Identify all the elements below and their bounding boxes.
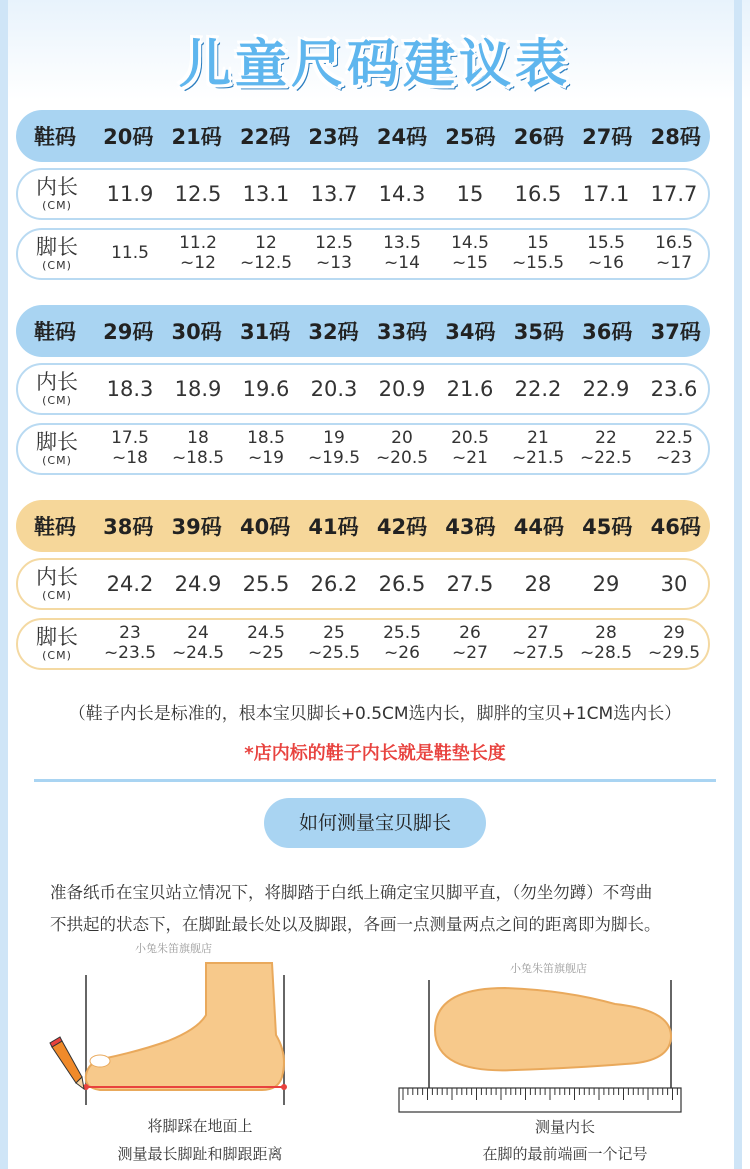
foot-label-text: 脚长 (36, 235, 78, 259)
size-cell: 32码 (308, 320, 359, 344)
size-cell: 38码 (103, 515, 154, 539)
inner-length-cell: 15 (456, 182, 484, 206)
foot-length-to: ~15.5 (511, 253, 565, 273)
foot-icon (86, 963, 284, 1090)
size-cell: 24码 (376, 125, 428, 149)
inner-length-cell: 26.5 (378, 572, 426, 596)
foot-length-from: 25.5 (383, 623, 421, 644)
foot-length-from: 22.5 (655, 428, 693, 449)
size-cell: 41码 (308, 515, 359, 539)
foot-length-from: 25 (323, 623, 345, 644)
foot-length-from: 27 (527, 623, 549, 644)
inner-length-label (18, 567, 96, 601)
inner-length-row (16, 558, 710, 610)
inner-length-row (16, 363, 710, 415)
foot-length-cell (96, 244, 164, 264)
unit-text: (CM) (42, 589, 72, 602)
foot-length-to: ~19 (248, 448, 284, 468)
inner-length-cell: 30 (660, 572, 688, 596)
foot-length-to: ~20.5 (375, 448, 429, 468)
foot-length-from: 23 (119, 623, 141, 644)
foot-length-from: 21 (527, 428, 549, 449)
inner-length-cell: 12.5 (174, 182, 222, 206)
foot-length-label (18, 627, 96, 661)
foot-length-to: ~26 (384, 643, 420, 663)
inner-length-cell: 27.5 (446, 572, 494, 596)
size-cell: 44码 (513, 515, 564, 539)
foot-length-cell (232, 429, 300, 468)
size-cell: 31码 (239, 320, 291, 344)
foot-length-to: ~27 (452, 643, 488, 663)
size-cell: 35码 (513, 320, 564, 344)
inner-length-cell: 19.6 (242, 377, 290, 401)
foot-length-cell (572, 429, 640, 468)
size-cell: 39码 (171, 515, 222, 539)
inner-length-cell: 22.9 (582, 377, 630, 401)
measure-section-title: 如何测量宝贝脚长 (264, 798, 486, 848)
foot-length-to: ~21.5 (511, 448, 565, 468)
foot-length-to: ~25.5 (307, 643, 361, 663)
inner-length-cell: 20.3 (310, 377, 358, 401)
foot-length-from: 19 (323, 428, 345, 449)
inner-length-cell: 21.6 (446, 377, 494, 401)
foot-length-cell (368, 429, 436, 468)
foot-length-to: ~16 (588, 253, 624, 273)
foot-length-cell (96, 624, 164, 663)
size-header-row (16, 500, 710, 552)
foot-length-from: 13.5 (383, 233, 421, 254)
foot-length-label (18, 237, 96, 271)
page-title: 儿童尺码建议表 (178, 35, 571, 95)
insole-note: *店内标的鞋子内长就是鞋垫长度 (244, 743, 506, 764)
foot-length-cell (300, 429, 368, 468)
sizing-note: （鞋子内长是标准的，根本宝贝脚长+0.5CM选内长，脚胖的宝贝+1CM选内长） (68, 704, 682, 724)
foot-length-to: ~25 (248, 643, 284, 663)
size-cell: 42码 (376, 515, 428, 539)
foot-length-from: 29 (663, 623, 685, 644)
instruction-line-1: 准备纸币在宝贝站立情况下，将脚踏于白纸上确定宝贝脚平直，（勿坐勿蹲）不弯曲 (50, 883, 653, 902)
size-cell: 43码 (445, 515, 496, 539)
insole-measure-illustration (395, 970, 685, 1120)
inner-length-cell: 17.1 (582, 182, 630, 206)
size-cell: 23码 (308, 125, 359, 149)
foot-label-text: 脚长 (36, 430, 78, 454)
foot-length-from: 11.2 (179, 233, 217, 254)
foot-length-from: 11.5 (111, 243, 149, 264)
foot-length-cell (572, 234, 640, 273)
size-cell: 25码 (445, 125, 496, 149)
inner-length-cell: 29 (592, 572, 620, 596)
inner-length-cell: 17.7 (650, 182, 698, 206)
foot-length-from: 12.5 (315, 233, 353, 254)
foot-length-cell (300, 234, 368, 273)
foot-length-cell (164, 624, 232, 663)
size-cell: 22码 (239, 125, 291, 149)
foot-length-cell (504, 624, 572, 663)
foot-length-to: ~18.5 (171, 448, 225, 468)
unit-text: (CM) (42, 454, 72, 467)
inner-length-cell: 23.6 (650, 377, 698, 401)
size-cell: 33码 (376, 320, 428, 344)
heel-point-icon (281, 1084, 287, 1090)
size-cell: 45码 (582, 515, 633, 539)
foot-length-from: 20.5 (451, 428, 489, 449)
size-cell: 46码 (650, 515, 701, 539)
inner-length-cell: 24.9 (174, 572, 222, 596)
foot-length-row (16, 228, 710, 280)
watermark-right: 小兔朱笛旗舰店 (510, 962, 587, 975)
foot-length-cell (368, 624, 436, 663)
foot-length-from: 15 (527, 233, 549, 254)
foot-length-from: 24 (187, 623, 209, 644)
unit-text: (CM) (42, 199, 72, 212)
caption-right-1: 测量内长 (534, 1118, 595, 1136)
foot-length-to: ~17 (656, 253, 692, 273)
size-header-row (16, 110, 710, 162)
foot-length-to: ~18 (112, 448, 148, 468)
insole-icon (435, 988, 671, 1070)
foot-length-from: 26 (459, 623, 481, 644)
measure-instructions (50, 877, 710, 941)
size-label: 鞋码 (34, 320, 76, 344)
inner-length-cell: 11.9 (106, 182, 154, 206)
foot-length-from: 16.5 (655, 233, 693, 254)
inner-length-cell: 13.1 (242, 182, 290, 206)
foot-length-from: 20 (391, 428, 413, 449)
size-cell: 36码 (582, 320, 633, 344)
size-cell: 27码 (582, 125, 633, 149)
size-cell: 21码 (171, 125, 222, 149)
foot-label-text: 脚长 (36, 625, 78, 649)
foot-length-cell (640, 234, 708, 273)
foot-length-to: ~14 (384, 253, 420, 273)
unit-text: (CM) (42, 649, 72, 662)
inner-length-row (16, 168, 710, 220)
foot-length-cell (436, 234, 504, 273)
foot-length-to: ~12.5 (239, 253, 293, 273)
foot-length-cell (640, 624, 708, 663)
foot-length-cell (164, 234, 232, 273)
foot-length-to: ~24.5 (171, 643, 225, 663)
inner-length-cell: 20.9 (378, 377, 426, 401)
inner-length-cell: 18.9 (174, 377, 222, 401)
foot-measure-illustration (40, 955, 330, 1110)
foot-length-label (18, 432, 96, 466)
inner-length-cell: 13.7 (310, 182, 358, 206)
foot-length-to: ~22.5 (579, 448, 633, 468)
instruction-line-2: 不拱起的状态下，在脚趾最长处以及脚跟，各画一点测量两点之间的距离即为脚长。 (50, 915, 661, 934)
unit-text: (CM) (42, 259, 72, 272)
inner-label-text: 内长 (36, 565, 78, 589)
foot-length-cell (504, 234, 572, 273)
inner-length-cell: 16.5 (514, 182, 562, 206)
size-cell: 26码 (513, 125, 564, 149)
foot-length-cell (504, 429, 572, 468)
size-label: 鞋码 (34, 515, 76, 539)
size-cell: 28码 (650, 125, 701, 149)
foot-length-from: 15.5 (587, 233, 625, 254)
foot-length-to: ~23.5 (103, 643, 157, 663)
foot-length-from: 22 (595, 428, 617, 449)
inner-length-cell: 26.2 (310, 572, 358, 596)
foot-length-from: 18 (187, 428, 209, 449)
inner-length-cell: 22.2 (514, 377, 562, 401)
foot-length-to: ~13 (316, 253, 352, 273)
foot-length-cell (96, 429, 164, 468)
inner-length-label (18, 177, 96, 211)
size-label: 鞋码 (34, 125, 76, 149)
foot-length-from: 14.5 (451, 233, 489, 254)
inner-length-cell: 25.5 (242, 572, 290, 596)
foot-length-cell (436, 429, 504, 468)
unit-text: (CM) (42, 394, 72, 407)
inner-length-cell: 14.3 (378, 182, 426, 206)
foot-length-to: ~15 (452, 253, 488, 273)
caption-left-1: 将脚踩在地面上 (147, 1117, 253, 1135)
foot-length-to: ~29.5 (647, 643, 701, 663)
watermark-left: 小兔朱笛旗舰店 (135, 942, 212, 955)
foot-length-to: ~27.5 (511, 643, 565, 663)
foot-length-cell (436, 624, 504, 663)
pencil-icon (50, 1037, 84, 1089)
caption-right-2: 在脚的最前端画一个记号 (482, 1145, 648, 1163)
size-cell: 40码 (239, 515, 291, 539)
foot-length-cell (368, 234, 436, 273)
foot-length-to: ~28.5 (579, 643, 633, 663)
inner-label-text: 内长 (36, 175, 78, 199)
foot-length-row (16, 618, 710, 670)
size-cell: 20码 (103, 125, 154, 149)
size-cell: 37码 (650, 320, 701, 344)
foot-length-cell (300, 624, 368, 663)
foot-length-from: 28 (595, 623, 617, 644)
caption-left-2: 测量最长脚趾和脚跟距离 (117, 1145, 283, 1163)
size-cell: 34码 (445, 320, 496, 344)
inner-length-label (18, 372, 96, 406)
foot-length-to: ~19.5 (307, 448, 361, 468)
foot-length-from: 12 (255, 233, 277, 254)
foot-length-cell (572, 624, 640, 663)
size-cell: 30码 (171, 320, 222, 344)
foot-length-from: 17.5 (111, 428, 149, 449)
foot-length-cell (164, 429, 232, 468)
inner-length-cell: 28 (524, 572, 552, 596)
inner-length-cell: 18.3 (106, 377, 154, 401)
size-cell: 29码 (103, 320, 154, 344)
foot-length-to: ~21 (452, 448, 488, 468)
foot-length-from: 24.5 (247, 623, 285, 644)
inner-length-cell: 24.2 (106, 572, 154, 596)
foot-length-row (16, 423, 710, 475)
foot-length-cell (640, 429, 708, 468)
size-header-row (16, 305, 710, 357)
foot-length-to: ~12 (180, 253, 216, 273)
foot-length-from: 18.5 (247, 428, 285, 449)
section-divider (34, 779, 716, 782)
foot-length-cell (232, 234, 300, 273)
foot-length-to: ~23 (656, 448, 692, 468)
inner-label-text: 内长 (36, 370, 78, 394)
foot-length-cell (232, 624, 300, 663)
toenail-icon (90, 1055, 110, 1067)
